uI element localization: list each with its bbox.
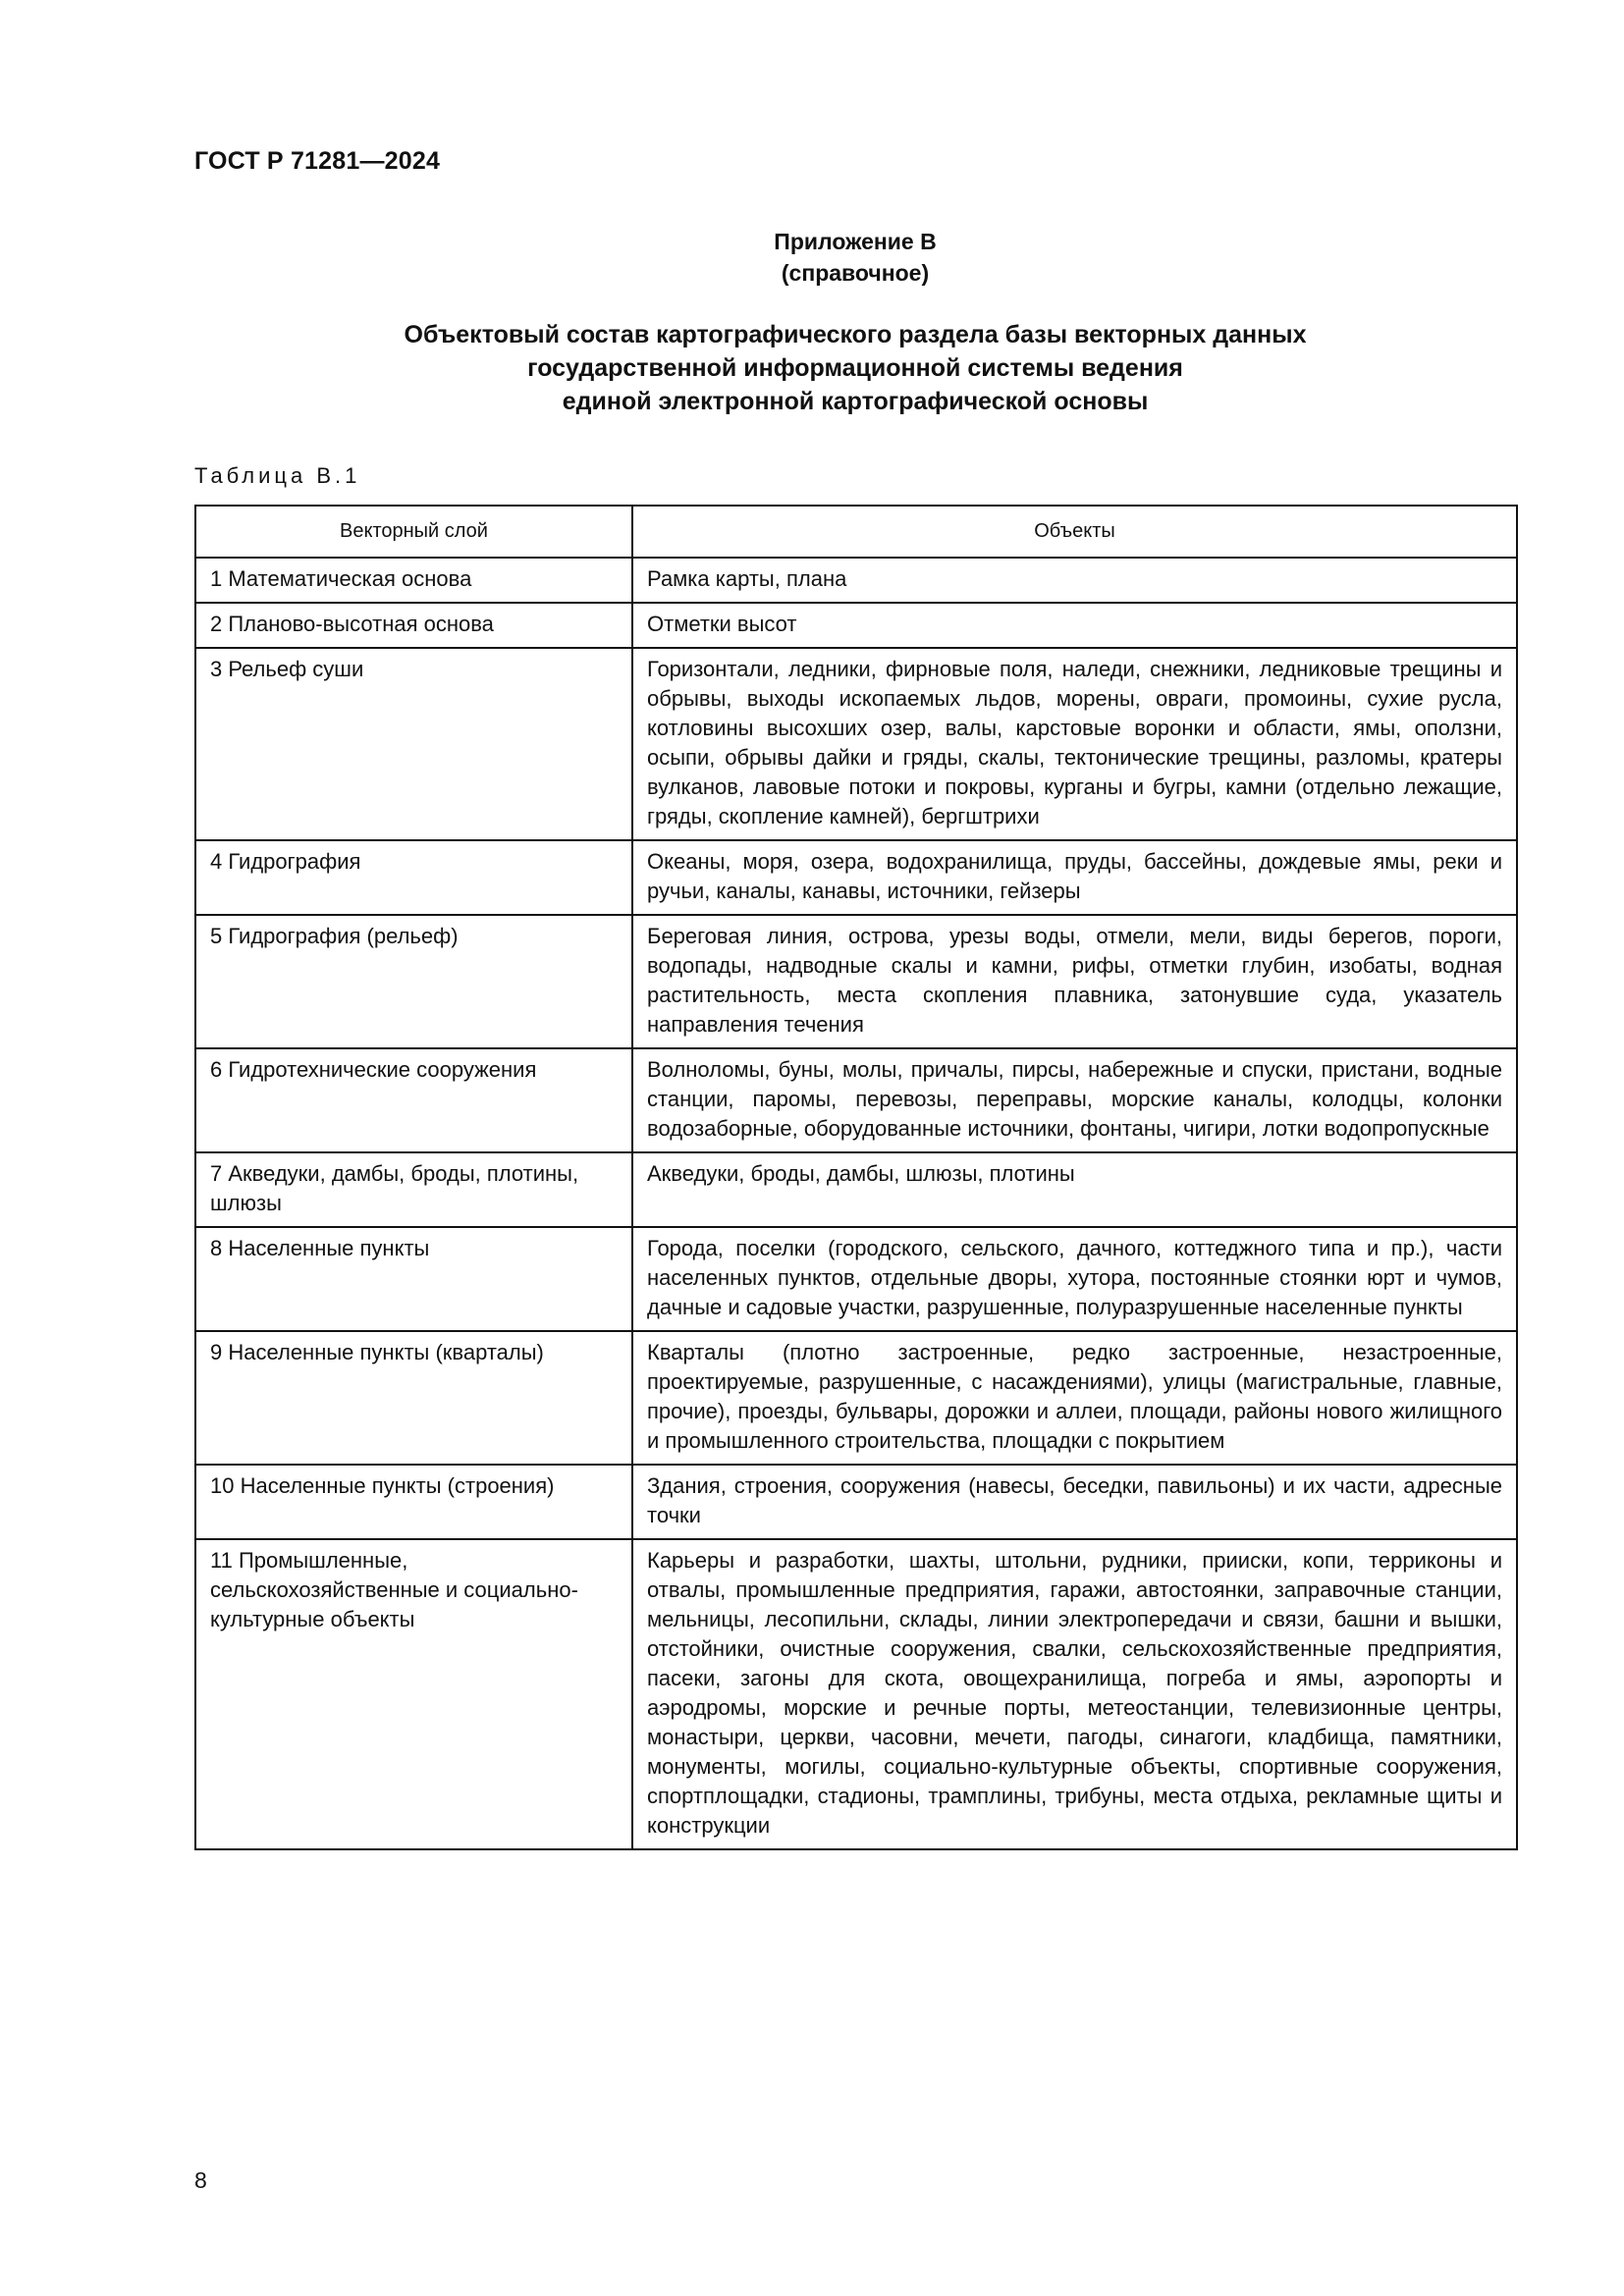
objects-cell: Рамка карты, плана <box>632 558 1517 603</box>
layer-cell: 1 Математическая основа <box>195 558 632 603</box>
annex-heading-line-2: государственной информационной системы ведения <box>527 354 1183 382</box>
objects-cell: Волноломы, буны, молы, причалы, пирсы, набережные и спуски, пристани, водные станции, паромы, перевозы, переправы, морские каналы, колодцы, колонки водозаборные, оборудованные источники, фонтаны, чигири, лотки водопропускные <box>632 1048 1517 1152</box>
layer-cell: 5 Гидрография (рельеф) <box>195 915 632 1048</box>
annex-kind: (справочное) <box>781 260 930 286</box>
objects-cell: Отметки высот <box>632 603 1517 648</box>
annex-heading <box>194 318 1516 418</box>
vector-layers-table <box>194 505 1518 1850</box>
objects-cell: Океаны, моря, озера, водохранилища, пруды, бассейны, дождевые ямы, реки и ручьи, каналы, канавы, источники, гейзеры <box>632 840 1517 915</box>
layer-cell: 11 Промышленные, сельскохозяйственные и социально-культурные объекты <box>195 1539 632 1849</box>
objects-cell: Города, поселки (городского, сельского, дачного, коттеджного типа и пр.), части населенных пунктов, отдельные дворы, хутора, постоянные стоянки юрт и чумов, дачные и садовые участки, разрушенные, полуразрушенные населенные пункты <box>632 1227 1517 1331</box>
objects-cell: Горизонтали, ледники, фирновые поля, наледи, снежники, ледниковые трещины и обрывы, выходы ископаемых льдов, морены, овраги, промоины, сухие русла, котловины высохших озер, валы, карстовые воронки и области, ямы, оползни, осыпи, обрывы дайки и гряды, скалы, тектонические трещины, разломы, кратеры вулканов, лавовые потоки и покровы, курганы и бугры, камни (отдельно лежащие, гряды, скопление камней), бергштрихи <box>632 648 1517 840</box>
table-row <box>195 1539 1517 1849</box>
table-row <box>195 648 1517 840</box>
table-row <box>195 1152 1517 1227</box>
table-row <box>195 1227 1517 1331</box>
table-row <box>195 840 1517 915</box>
table-row <box>195 915 1517 1048</box>
layer-cell: 8 Населенные пункты <box>195 1227 632 1331</box>
layer-cell: 10 Населенные пункты (строения) <box>195 1465 632 1539</box>
table-row <box>195 1048 1517 1152</box>
annex-heading-line-1: Объектовый состав картографического раздела базы векторных данных <box>404 321 1307 348</box>
annex-heading-line-3: единой электронной картографической основы <box>562 388 1149 415</box>
table-header-row <box>195 506 1517 558</box>
annex-title: Приложение В <box>774 229 937 254</box>
table-row <box>195 1465 1517 1539</box>
layer-cell: 7 Акведуки, дамбы, броды, плотины, шлюзы <box>195 1152 632 1227</box>
document-code: ГОСТ Р 71281—2024 <box>194 147 441 175</box>
layer-cell: 4 Гидрография <box>195 840 632 915</box>
table-row <box>195 603 1517 648</box>
objects-cell: Кварталы (плотно застроенные, редко застроенные, незастроенные, проектируемые, разрушенные, с насаждениями), улицы (магистральные, главные, прочие), проезды, бульвары, дорожки и аллеи, площади, районы нового жилищного и промышленного строительства, площадки с покрытием <box>632 1331 1517 1465</box>
layer-cell: 2 Планово-высотная основа <box>195 603 632 648</box>
page-number: 8 <box>194 2167 207 2193</box>
table-row <box>195 558 1517 603</box>
layer-cell: 6 Гидротехнические сооружения <box>195 1048 632 1152</box>
layer-cell: 3 Рельеф суши <box>195 648 632 840</box>
objects-cell: Карьеры и разработки, шахты, штольни, рудники, прииски, копи, терриконы и отвалы, промышленные предприятия, гаражи, автостоянки, заправочные станции, мельницы, лесопильни, склады, линии электропередачи и связи, башни и вышки, отстойники, очистные сооружения, свалки, сельскохозяйственные предприятия, пасеки, загоны для скота, овощехранилища, погреба и ямы, аэропорты и аэродромы, морские и речные порты, метеостанции, телевизионные центры, монастыри, церкви, часовни, мечети, пагоды, синагоги, кладбища, памятники, монументы, могилы, социально-культурные объекты, спортивные сооружения, спортплощадки, стадионы, трамплины, трибуны, места отдыха, рекламные щиты и конструкции <box>632 1539 1517 1849</box>
column-header-layer: Векторный слой <box>195 506 632 558</box>
table-row <box>195 1331 1517 1465</box>
objects-cell: Акведуки, броды, дамбы, шлюзы, плотины <box>632 1152 1517 1227</box>
table-caption: Таблица В.1 <box>194 463 361 488</box>
layer-cell: 9 Населенные пункты (кварталы) <box>195 1331 632 1465</box>
objects-cell: Здания, строения, сооружения (навесы, беседки, павильоны) и их части, адресные точки <box>632 1465 1517 1539</box>
column-header-objects: Объекты <box>632 506 1517 558</box>
objects-cell: Береговая линия, острова, урезы воды, отмели, мели, виды берегов, пороги, водопады, надводные скалы и камни, рифы, отметки глубин, изобаты, водная растительность, места скопления плавника, затонувшие суда, указатель направления течения <box>632 915 1517 1048</box>
